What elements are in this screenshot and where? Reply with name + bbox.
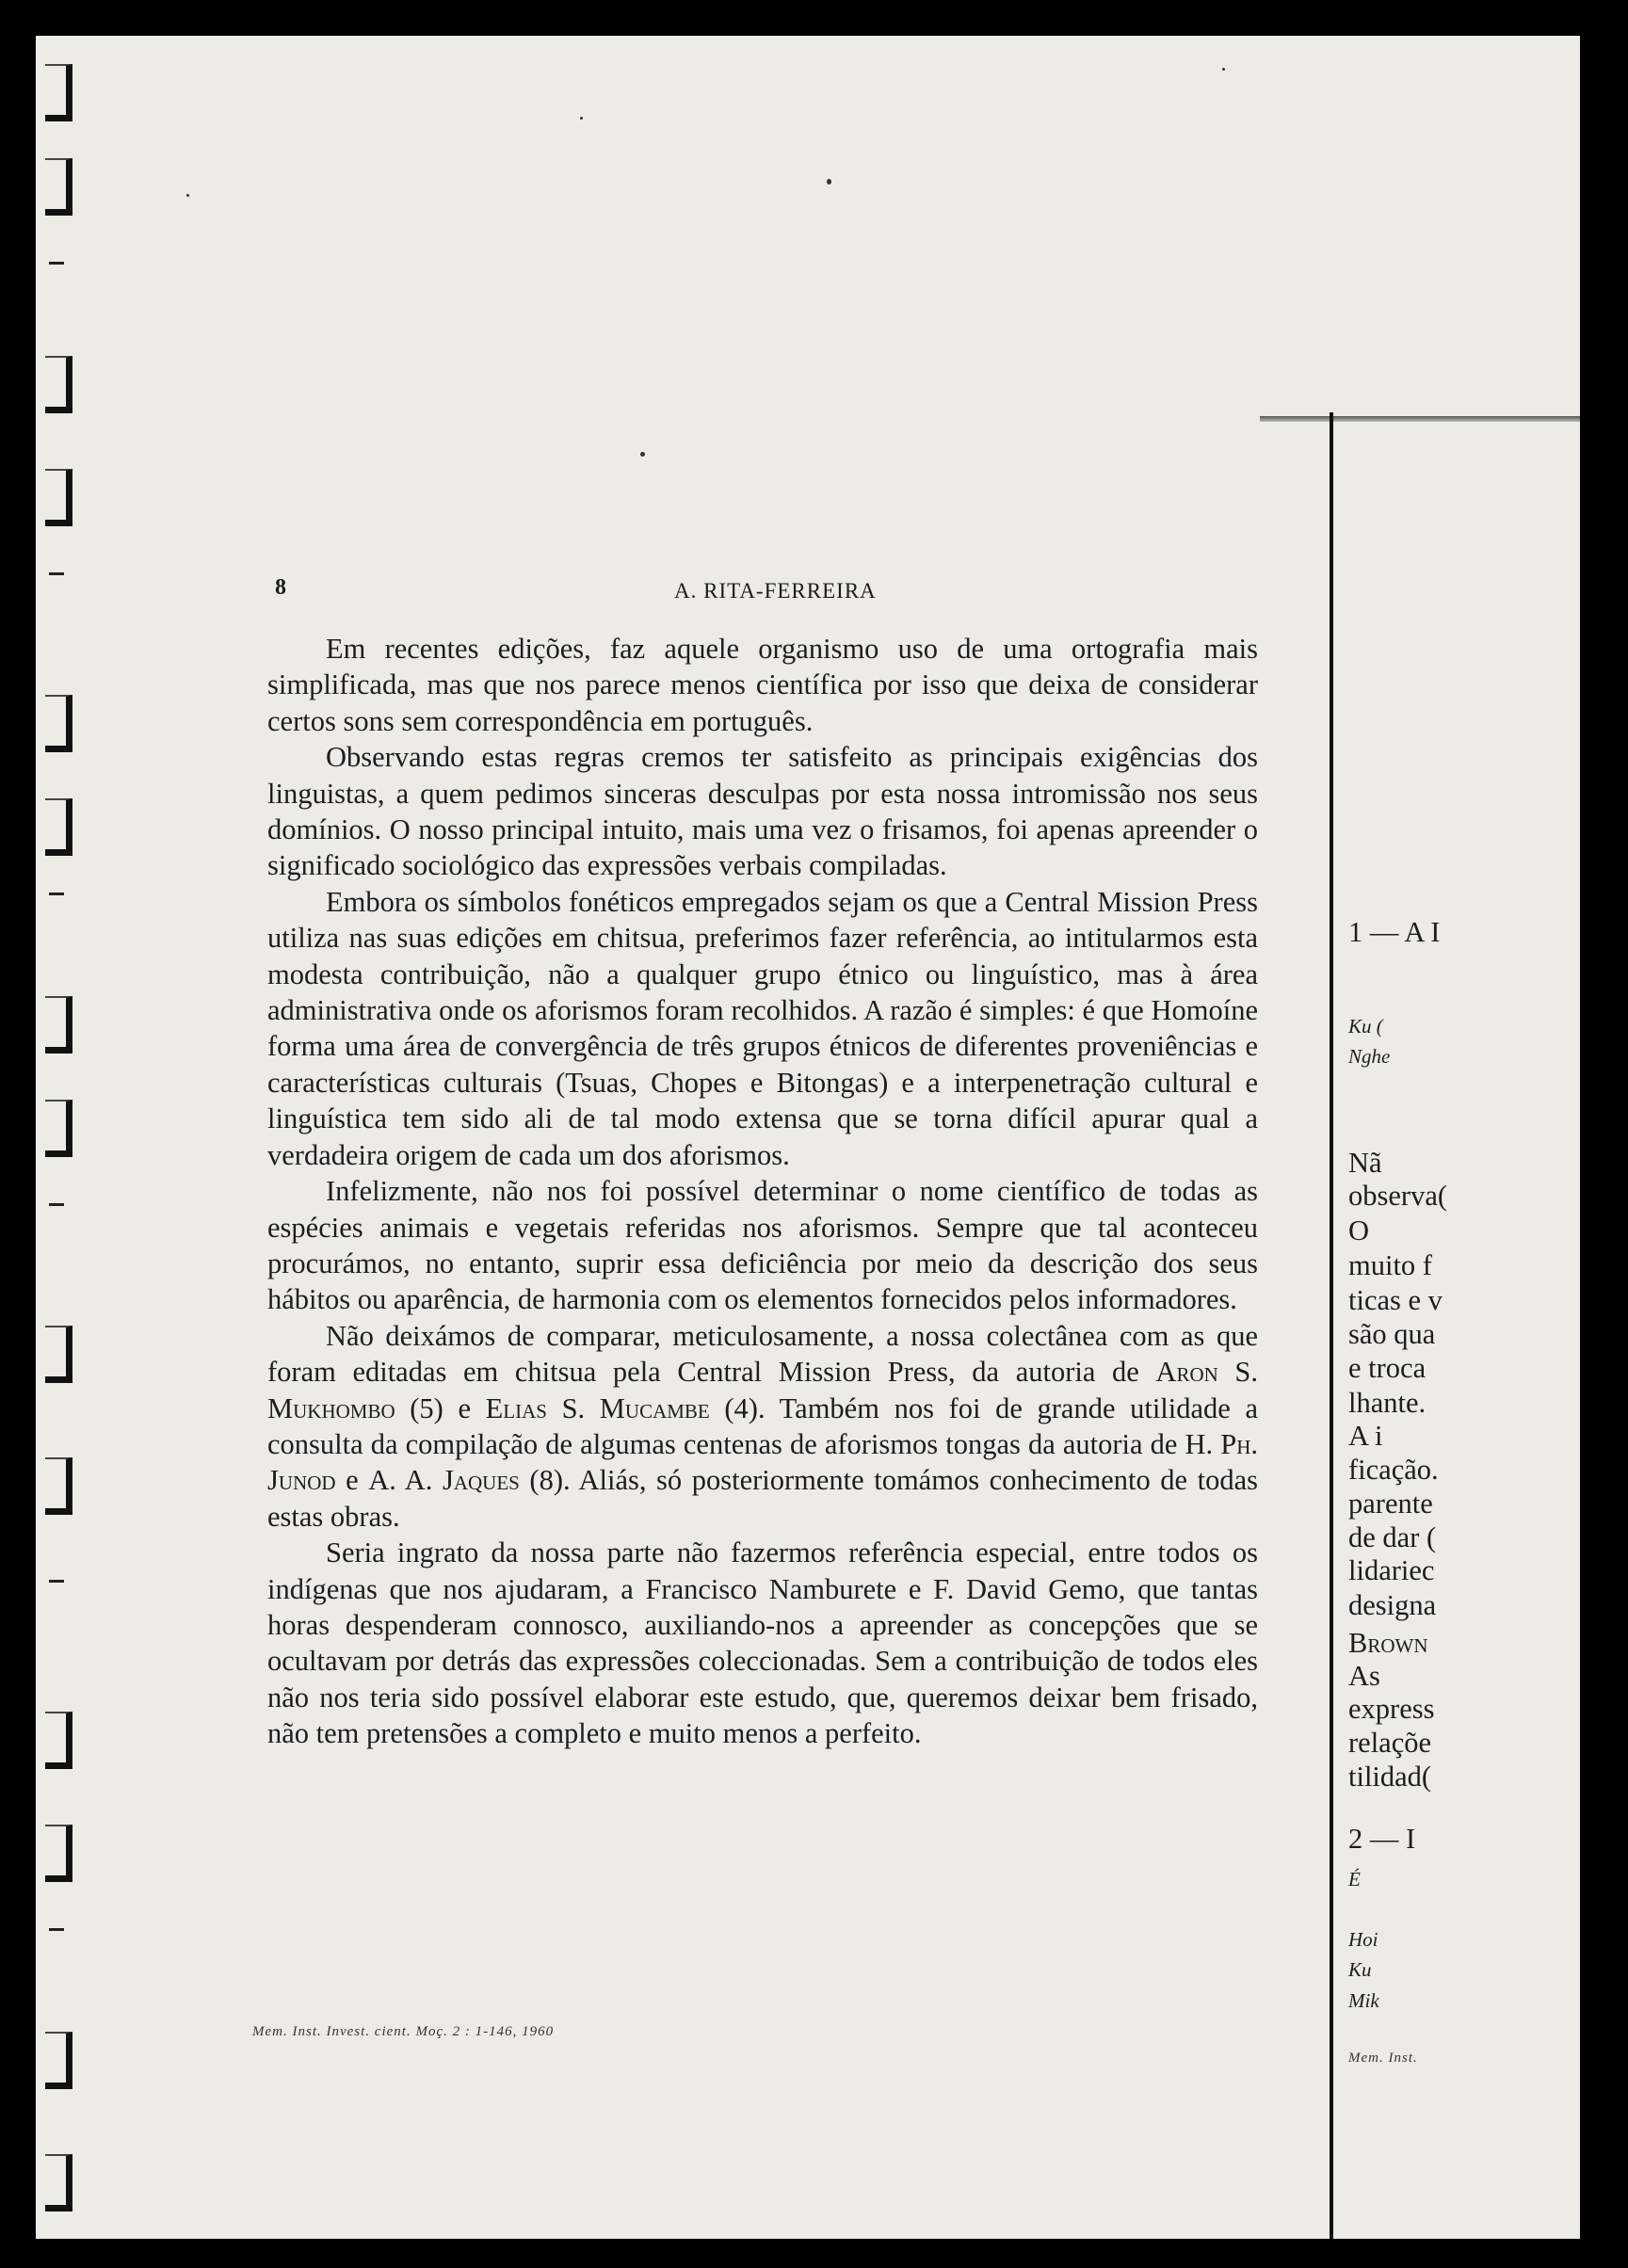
author-name: Elias S. Mucambe <box>485 1391 710 1424</box>
page-gutter-line <box>1330 412 1333 2239</box>
binding-ring <box>45 695 73 752</box>
facing-page-line: ticas e v <box>1348 1284 1443 1316</box>
binding-ring <box>49 893 64 895</box>
binding-ring <box>45 1712 73 1769</box>
facing-page-line: Mem. Inst. <box>1348 2051 1418 2066</box>
facing-page-line: express <box>1348 1693 1435 1725</box>
scanned-page <box>36 36 1580 2239</box>
binding-ring <box>45 469 73 526</box>
dust-speck <box>1222 68 1225 71</box>
facing-page-line: 1 — A I <box>1348 916 1441 948</box>
facing-page-line: 2 — I <box>1348 1823 1416 1855</box>
text-run: Embora os símbolos fonéticos empregados sejam os que a Central Mission Press utiliza nas suas edições em chitsua, preferimos fazer referência, ao intitularmos esta modesta contribuição, não a qualquer grupo étnico ou linguístico, mas à área administrativa onde os aforismos foram recolhidos. A razão é simples: é que Homoíne forma uma área de convergência de três grupos étnicos de diferentes proveniências e características culturais (Tsuas, Chopes e Bitongas) e a interpenetração cultural e linguística tem sido ali de tal modo extensa que se torna difícil apurar qual a verdadeira origem de cada um dos aforismos. <box>267 885 1258 1171</box>
binding-ring <box>45 356 73 413</box>
text-run: Em recentes edições, faz aquele organismo uso de uma ortografia mais simplificada, mas que nos parece menos científica por isso que deixa de considerar certos sons sem correspondência em português. <box>267 633 1258 737</box>
binding-ring <box>49 1928 64 1931</box>
facing-page-line: Nã <box>1348 1147 1382 1179</box>
facing-page-line: lidariec <box>1348 1554 1435 1586</box>
text-run: Infelizmente, não nos foi possível determinar o nome científico de todas as espécies animais e vegetais referidas nos aforismos. Sempre que tal aconteceu procurámos, no entanto, suprir essa deficiência por meio da descrição dos seus hábitos ou aparência, de harmonia com os elementos fornecidos pelos informadores. <box>267 1175 1258 1316</box>
text-run: (4). Também nos foi de grande utilidade a consulta da compilação de algumas centenas de aforismos tongas da autoria de <box>267 1391 1259 1460</box>
binding-ring <box>45 798 73 856</box>
facing-page-line: são qua <box>1348 1318 1436 1350</box>
facing-page-line: O <box>1348 1214 1370 1247</box>
page-number: 8 <box>275 575 286 600</box>
facing-page-line: Mik <box>1348 1989 1379 2012</box>
text-run: Observando estas regras cremos ter satisfeito as principais exigências dos linguistas, a quem pedimos sinceras desculpas por esta nossa intromissão nos seus domínios. O nosso principal intuito, mais uma vez o frisamos, foi apenas apreender o significado sociológico das expressões verbais compiladas. <box>267 741 1258 882</box>
paragraph <box>267 1535 1258 1751</box>
facing-page-line: parente <box>1348 1488 1433 1520</box>
facing-page-line: Ku ( <box>1348 1015 1383 1037</box>
text-run: Seria ingrato da nossa parte não fazermos referência especial, entre todos os indígenas que nos ajudaram, a Francisco Namburete e F. David Gemo, que tantas horas despenderam connosco, auxiliando-nos a apreender as concepções que se ocultavam por detrás das expressões coleccionadas. Sem a contribuição de todos eles não nos teria sido possível elaborar este estudo, que, queremos deixar bem frisado, não tem pretensões a completo e muito menos a perfeito. <box>267 1536 1258 1750</box>
binding-ring <box>45 2154 73 2212</box>
binding-ring <box>45 1100 73 1157</box>
dust-speck <box>580 117 583 120</box>
running-head: A. RITA-FERREIRA <box>674 579 877 603</box>
facing-page-line: ficação. <box>1348 1454 1439 1486</box>
binding-ring <box>49 1203 64 1206</box>
body-text <box>267 631 1258 1752</box>
text-run: (5) e <box>395 1391 486 1424</box>
paragraph <box>267 1173 1258 1318</box>
binding-ring <box>45 2032 73 2089</box>
facing-page-line: Ku <box>1348 1958 1372 1981</box>
binding-ring <box>45 1825 73 1882</box>
author-name: Aron S. Mukhombo <box>267 1356 1258 1424</box>
facing-page-line: Nghe <box>1348 1045 1391 1068</box>
binding-ring <box>49 262 64 265</box>
paragraph <box>267 884 1258 1173</box>
facing-page-line: É <box>1348 1868 1361 1890</box>
paragraph <box>267 739 1258 884</box>
binding-ring <box>45 1326 73 1383</box>
facing-page-line: Brown <box>1348 1627 1428 1659</box>
facing-page-line: muito f <box>1348 1249 1432 1281</box>
facing-page-line: designa <box>1348 1589 1437 1621</box>
facing-page-line: relaçõe <box>1348 1727 1432 1759</box>
facing-page-line: Hoi <box>1348 1928 1378 1951</box>
binding-ring <box>45 64 73 121</box>
binding-ring <box>45 996 73 1054</box>
paragraph <box>267 631 1258 739</box>
facing-page-line: A i <box>1348 1420 1383 1452</box>
facing-page-fragment <box>1345 36 1580 2239</box>
dust-speck <box>186 194 189 197</box>
author-name: H. Ph. Junod <box>267 1427 1258 1497</box>
journal-citation: Mem. Inst. Invest. cient. Moç. 2 : 1-146, 1960 <box>252 2024 555 2039</box>
binding-ring <box>49 1580 64 1583</box>
facing-page-line: lhante. <box>1348 1387 1427 1419</box>
facing-page-line: e troca <box>1348 1352 1427 1384</box>
facing-page-line: observa( <box>1348 1180 1448 1212</box>
text-run: Não deixámos de comparar, meticulosamente, a nossa colectânea com as que foram editadas em chitsua pela Central Mission Press, da autoria de <box>267 1319 1258 1389</box>
binding-ring <box>45 1457 73 1515</box>
facing-page-line: tilidad( <box>1348 1761 1432 1793</box>
author-name: A. A. Jaques <box>368 1464 520 1497</box>
facing-page-line: As <box>1348 1660 1380 1692</box>
text-run: e <box>335 1464 369 1497</box>
binding-ring <box>45 158 73 216</box>
dust-speck <box>827 179 831 185</box>
paragraph <box>267 1318 1258 1535</box>
binding-ring <box>49 572 64 575</box>
facing-page-line: de dar ( <box>1348 1521 1437 1553</box>
text-run: (8). Aliás, só posteriormente tomámos conhecimento de todas estas obras. <box>267 1464 1258 1533</box>
dust-speck <box>640 452 645 457</box>
